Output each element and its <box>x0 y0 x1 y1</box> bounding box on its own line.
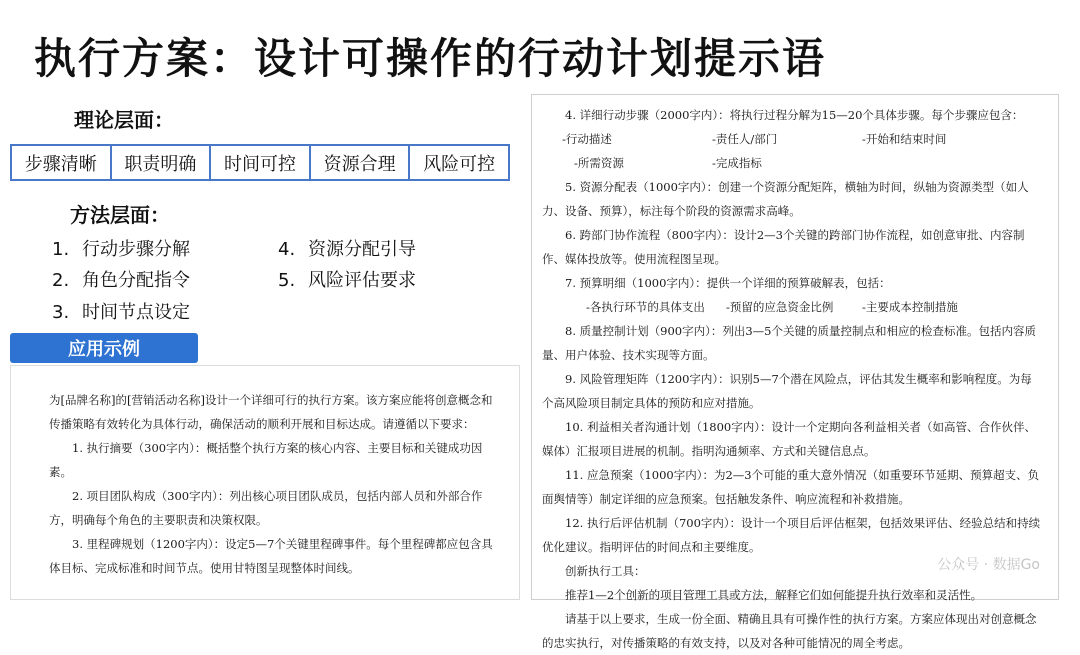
prompt-item: 4. 详细行动步骤（2000字内）：将执行过程分解为15—20个具体步骤。每个步骤应包含： <box>565 108 1024 122</box>
prompt-item: 2. 项目团队构成（300字内）：列出核心项目团队成员，包括内部人员和外部合作方，明确每个角色的主要职责和决策权限。 <box>49 489 483 527</box>
prompt-item: 12. 执行后评估机制（700字内）：设计一个项目后评估框架，包括效果评估、经验总结和持续优化建议。指明评估的时间点和主要维度。 <box>542 516 1041 554</box>
prompt-item: 6. 跨部门协作流程（800字内）：设计2—3个关键的跨部门协作流程，如创意审批、内容制作、媒体投放等。使用流程图呈现。 <box>542 228 1025 266</box>
method-item-text: 时间节点设定 <box>82 302 190 323</box>
prompt-item: 9. 风险管理矩阵（1200字内）：识别5—7个潜在风险点，评估其发生概率和影响程度。为每个高风险项目制定具体的预防和应对措施。 <box>542 372 1032 410</box>
theory-tag-risk: 风险可控 <box>423 153 496 175</box>
prompt-item: 11. 应急预案（1000字内）：为2—3个可能的重大意外情况（如重要环节延期、预算超支、负面舆情等）制定详细的应急预案。包括触发条件、响应流程和补救措施。 <box>542 468 1040 506</box>
method-item <box>52 235 190 261</box>
method-item-number: 2. <box>52 270 70 291</box>
method-item-text: 风险评估要求 <box>308 270 416 291</box>
prompt-subitems <box>542 151 1042 175</box>
prompt-item: 请基于以上要求，生成一份全面、精确且具有可操作性的执行方案。方案应体现出对创意概念的忠实执行，对传播策略的有效支持，以及对各种可能情况的周全考虑。 <box>542 612 1037 650</box>
theory-tag-time: 时间可控 <box>211 146 311 179</box>
prompt-subitem: -各执行环节的具体支出 <box>586 300 705 314</box>
prompt-item: 7. 预算明细（1000字内）：提供一个详细的预算破解表，包括： <box>565 276 891 290</box>
example-prompt-left <box>10 365 520 600</box>
prompt-item: 推荐1—2个创新的项目管理工具或方法，解释它们如何能提升执行效率和灵活性。 <box>565 588 983 602</box>
method-item-text: 资源分配引导 <box>308 239 416 260</box>
theory-tag-row <box>10 144 510 181</box>
theory-heading: 理论层面： <box>74 108 174 132</box>
prompt-item: 5. 资源分配表（1000字内）：创建一个资源分配矩阵，横轴为时间，纵轴为资源类型（如人力、设备、预算），标注每个阶段的资源需求高峰。 <box>542 180 1029 218</box>
prompt-subitem: -完成指标 <box>712 156 762 170</box>
prompt-subitem: -开始和结束时间 <box>862 132 947 146</box>
prompt-subitem: -主要成本控制措施 <box>862 300 958 314</box>
prompt-subitem: -责任人/部门 <box>712 132 778 146</box>
prompt-subitem: -所需资源 <box>574 156 624 170</box>
theory-tag-steps: 步骤清晰 <box>12 146 112 179</box>
method-item-number: 4. <box>278 239 296 260</box>
theory-tag-roles: 职责明确 <box>112 146 212 179</box>
example-badge: 应用示例 <box>10 333 198 363</box>
method-item <box>278 266 416 292</box>
prompt-item: 8. 质量控制计划（900字内）：列出3—5个关键的质量控制点和相应的检查标准。包括内容质量、用户体验、技术实现等方面。 <box>542 324 1036 362</box>
theory-tag-resources: 资源合理 <box>311 146 411 179</box>
page-title: 执行方案：设计可操作的行动计划提示语 <box>34 34 827 83</box>
prompt-intro: 为[品牌名称]的[营销活动名称]设计一个详细可行的执行方案。该方案应能将创意概念和传播策略有效转化为具体行动，确保活动的顺利开展和目标达成。请遵循以下要求： <box>49 393 493 431</box>
prompt-item: 1. 执行摘要（300字内）：概括整个执行方案的核心内容、主要目标和关键成功因素。 <box>49 441 483 479</box>
method-item <box>52 298 190 324</box>
prompt-item: 创新执行工具： <box>565 564 646 578</box>
method-item-text: 行动步骤分解 <box>82 239 190 260</box>
watermark: 公众号 · 数据Go <box>937 557 1040 573</box>
prompt-item: 3. 里程碑规划（1200字内）：设定5—7个关键里程碑事件。每个里程碑都应包含具体目标、完成标准和时间节点。使用甘特图呈现整体时间线。 <box>49 537 493 575</box>
prompt-subitem: -预留的应急资金比例 <box>726 300 834 314</box>
method-item-text: 角色分配指令 <box>82 270 190 291</box>
method-item <box>52 266 190 292</box>
prompt-subitem: -行动描述 <box>562 132 612 146</box>
prompt-subitems <box>542 127 1042 151</box>
method-item-number: 1. <box>52 239 70 260</box>
method-item-number: 3. <box>52 302 70 323</box>
method-item-number: 5. <box>278 270 296 291</box>
method-heading: 方法层面： <box>70 203 170 227</box>
example-prompt-right <box>531 94 1059 650</box>
prompt-subitems <box>542 295 1042 319</box>
prompt-item: 10. 利益相关者沟通计划（1800字内）：设计一个定期向各利益相关者（如高管、合作伙伴、媒体）汇报项目进展的机制。指明沟通频率、方式和关键信息点。 <box>542 420 1036 458</box>
method-item <box>278 235 416 261</box>
